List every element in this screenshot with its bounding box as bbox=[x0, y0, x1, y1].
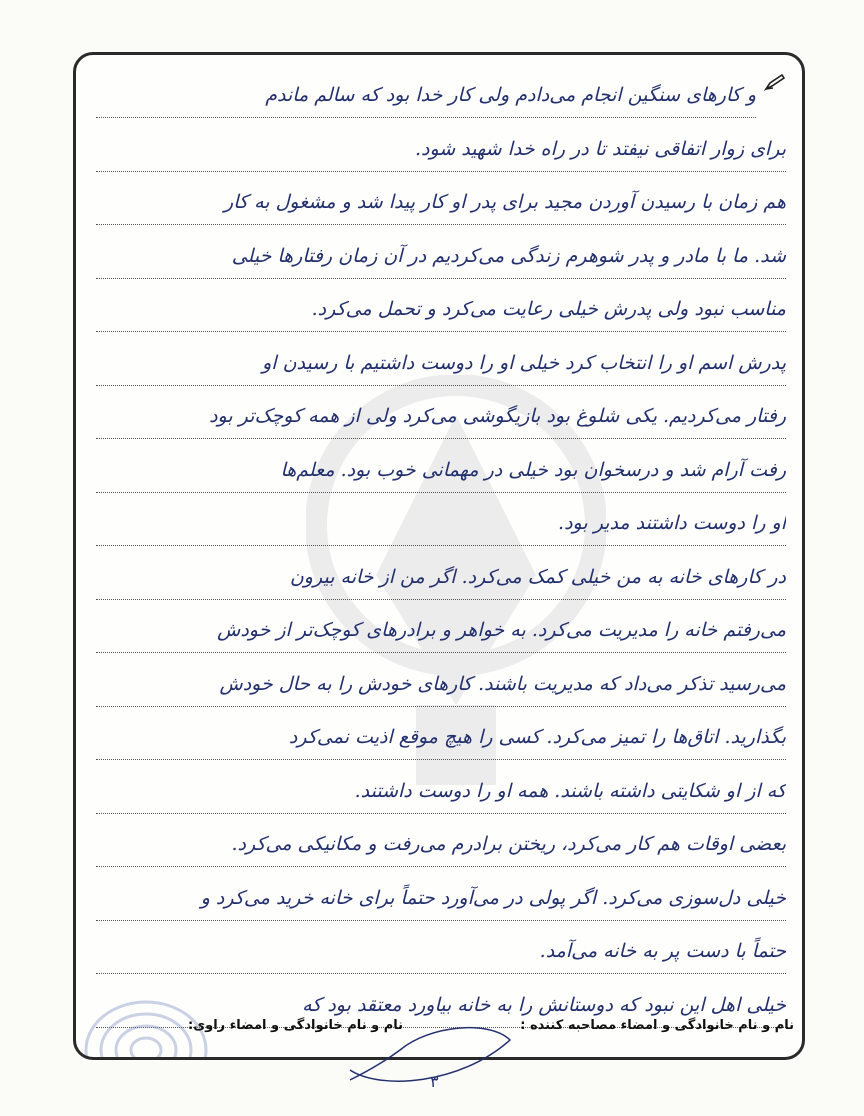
handwritten-line: رفت آرام شد و درسخوان بود خیلی در مهمانی خوب بود. معلم‌ها bbox=[96, 452, 786, 493]
handwritten-line: که از او شکایتی داشته باشند. همه او را دوست داشتند. bbox=[96, 773, 786, 814]
handwritten-line: بگذارید. اتاق‌ها را تمیز می‌کرد. کسی را هیچ موقع اذیت نمی‌کرد bbox=[96, 719, 786, 760]
handwritten-line: خیلی اهل این نبود که دوستانش را به خانه بیاورد معتقد بود که bbox=[96, 987, 786, 1028]
handwritten-line: حتماً با دست پر به خانه می‌آمد. bbox=[96, 933, 786, 974]
interviewer-signature-label: نام و نام خانوادگی و امضاء مصاحبه کننده : bbox=[520, 1018, 794, 1033]
handwritten-line: خیلی دل‌سوزی می‌کرد. اگر پولی در می‌آورد حتماً برای خانه خرید می‌کرد و bbox=[96, 880, 786, 921]
handwritten-line: رفتار می‌کردیم. یکی شلوغ بود بازیگوشی می‌کرد ولی از همه کوچک‌تر بود bbox=[96, 398, 786, 439]
pen-icon bbox=[764, 73, 786, 91]
handwritten-line: و کارهای سنگین انجام می‌دادم ولی کار خدا بود که سالم ماندم bbox=[96, 77, 756, 118]
page-frame bbox=[73, 52, 805, 1060]
handwritten-line: برای زوار اتفاقی نیفتد تا در راه خدا شهید شود. bbox=[96, 131, 786, 172]
handwritten-line: مناسب نبود ولی پدرش خیلی رعایت می‌کرد و تحمل می‌کرد. bbox=[96, 291, 786, 332]
handwritten-line: او را دوست داشتند مدیر بود. bbox=[96, 505, 786, 546]
narrator-signature-label: نام و نام خانوادگی و امضاء راوی: bbox=[188, 1018, 403, 1033]
page-number: ۳ bbox=[430, 1072, 439, 1091]
handwritten-line: می‌رسید تذکر می‌داد که مدیریت باشند. کارهای خودش را به حال خودش bbox=[96, 666, 786, 707]
handwritten-line: بعضی اوقات هم کار می‌کرد، ریختن برادرم می‌رفت و مکانیکی می‌کرد. bbox=[96, 826, 786, 867]
handwritten-line: هم زمان با رسیدن آوردن مجید برای پدر او کار پیدا شد و مشغول به کار bbox=[96, 184, 786, 225]
handwritten-line: شد. ما با مادر و پدر شوهرم زندگی می‌کردیم در آن زمان رفتارها خیلی bbox=[96, 238, 786, 279]
handwritten-line: می‌رفتم خانه را مدیریت می‌کرد. به خواهر و برادرهای کوچک‌تر از خودش bbox=[96, 612, 786, 653]
handwritten-line: در کارهای خانه به من خیلی کمک می‌کرد. اگر من از خانه بیرون bbox=[96, 559, 786, 600]
handwritten-line: پدرش اسم او را انتخاب کرد خیلی او را دوست داشتیم با رسیدن او bbox=[96, 345, 786, 386]
